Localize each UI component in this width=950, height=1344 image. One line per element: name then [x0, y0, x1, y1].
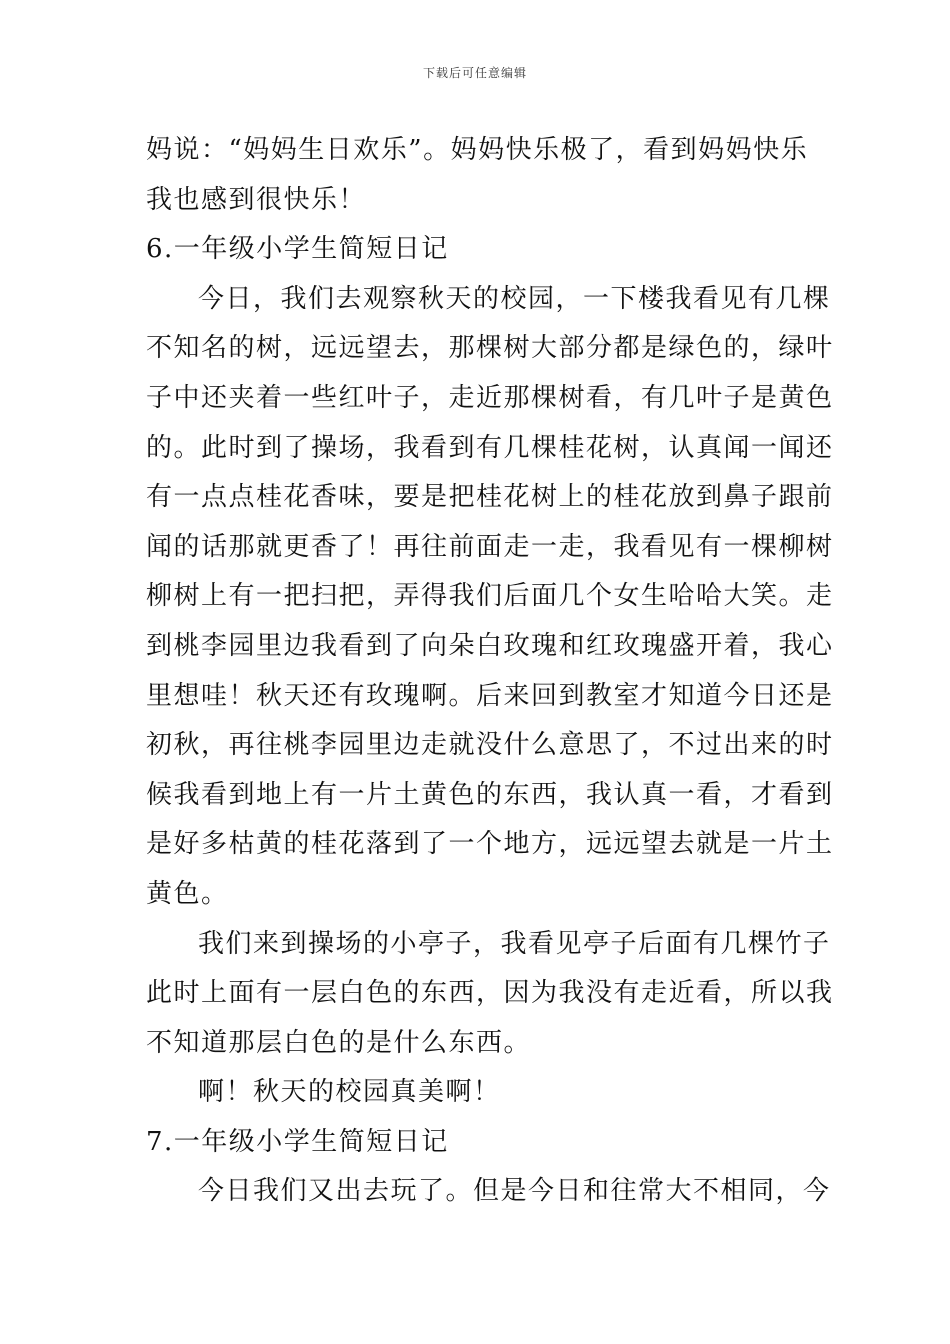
text-line: 今日，我们去观察秋天的校园，一下楼我看见有几棵 [198, 283, 831, 314]
text-line: 不知名的树，远远望去，那棵树大部分都是绿色的，绿叶 [146, 333, 834, 364]
text-line: 此时上面有一层白色的东西，因为我没有走近看，所以我 [146, 978, 834, 1009]
text-line: 我们来到操场的小亭子，我看见亭子后面有几棵竹子 [198, 928, 831, 959]
text-line: 里想哇！秋天还有玫瑰啊。后来回到教室才知道今日还是 [146, 680, 834, 711]
text-line: 妈说：“妈妈生日欢乐”。妈妈快乐极了，看到妈妈快乐 [146, 135, 809, 165]
text-line: 黄色。 [146, 878, 229, 909]
text-line: 柳树上有一把扫把，弄得我们后面几个女生哈哈大笑。走 [146, 581, 834, 612]
text-line: 不知道那层白色的是什么东西。 [146, 1027, 532, 1058]
text-line: 到桃李园里边我看到了向朵白玫瑰和红玫瑰盛开着，我心 [146, 630, 834, 661]
document-body [146, 126, 834, 1217]
text-line: 初秋，再往桃李园里边走就没什么意思了，不过出来的时 [146, 730, 834, 761]
text-line: 的。此时到了操场，我看到有几棵桂花树，认真闻一闻还 [146, 432, 834, 463]
page-header: 下载后可任意编辑 [422, 66, 527, 80]
text-line: 有一点点桂花香味，要是把桂花树上的桂花放到鼻子跟前 [146, 482, 834, 513]
text-line: 候我看到地上有一片土黄色的东西，我认真一看，才看到 [146, 779, 834, 810]
text-line: 是好多枯黄的桂花落到了一个地方，远远望去就是一片土 [146, 829, 834, 860]
text-line: 今日我们又出去玩了。但是今日和往常大不相同，今 [198, 1176, 831, 1207]
text-line: 啊！秋天的校园真美啊！ [198, 1077, 501, 1108]
text-line: 6.一年级小学生简短日记 [146, 234, 449, 265]
text-line: 闻的话那就更香了！再往前面走一走，我看见有一棵柳树 [146, 531, 834, 562]
text-line: 子中还夹着一些红叶子，走近那棵树看，有几叶子是黄色 [146, 382, 834, 413]
text-line: 7.一年级小学生简短日记 [146, 1126, 449, 1157]
text-line: 我也感到很快乐！ [146, 184, 367, 215]
